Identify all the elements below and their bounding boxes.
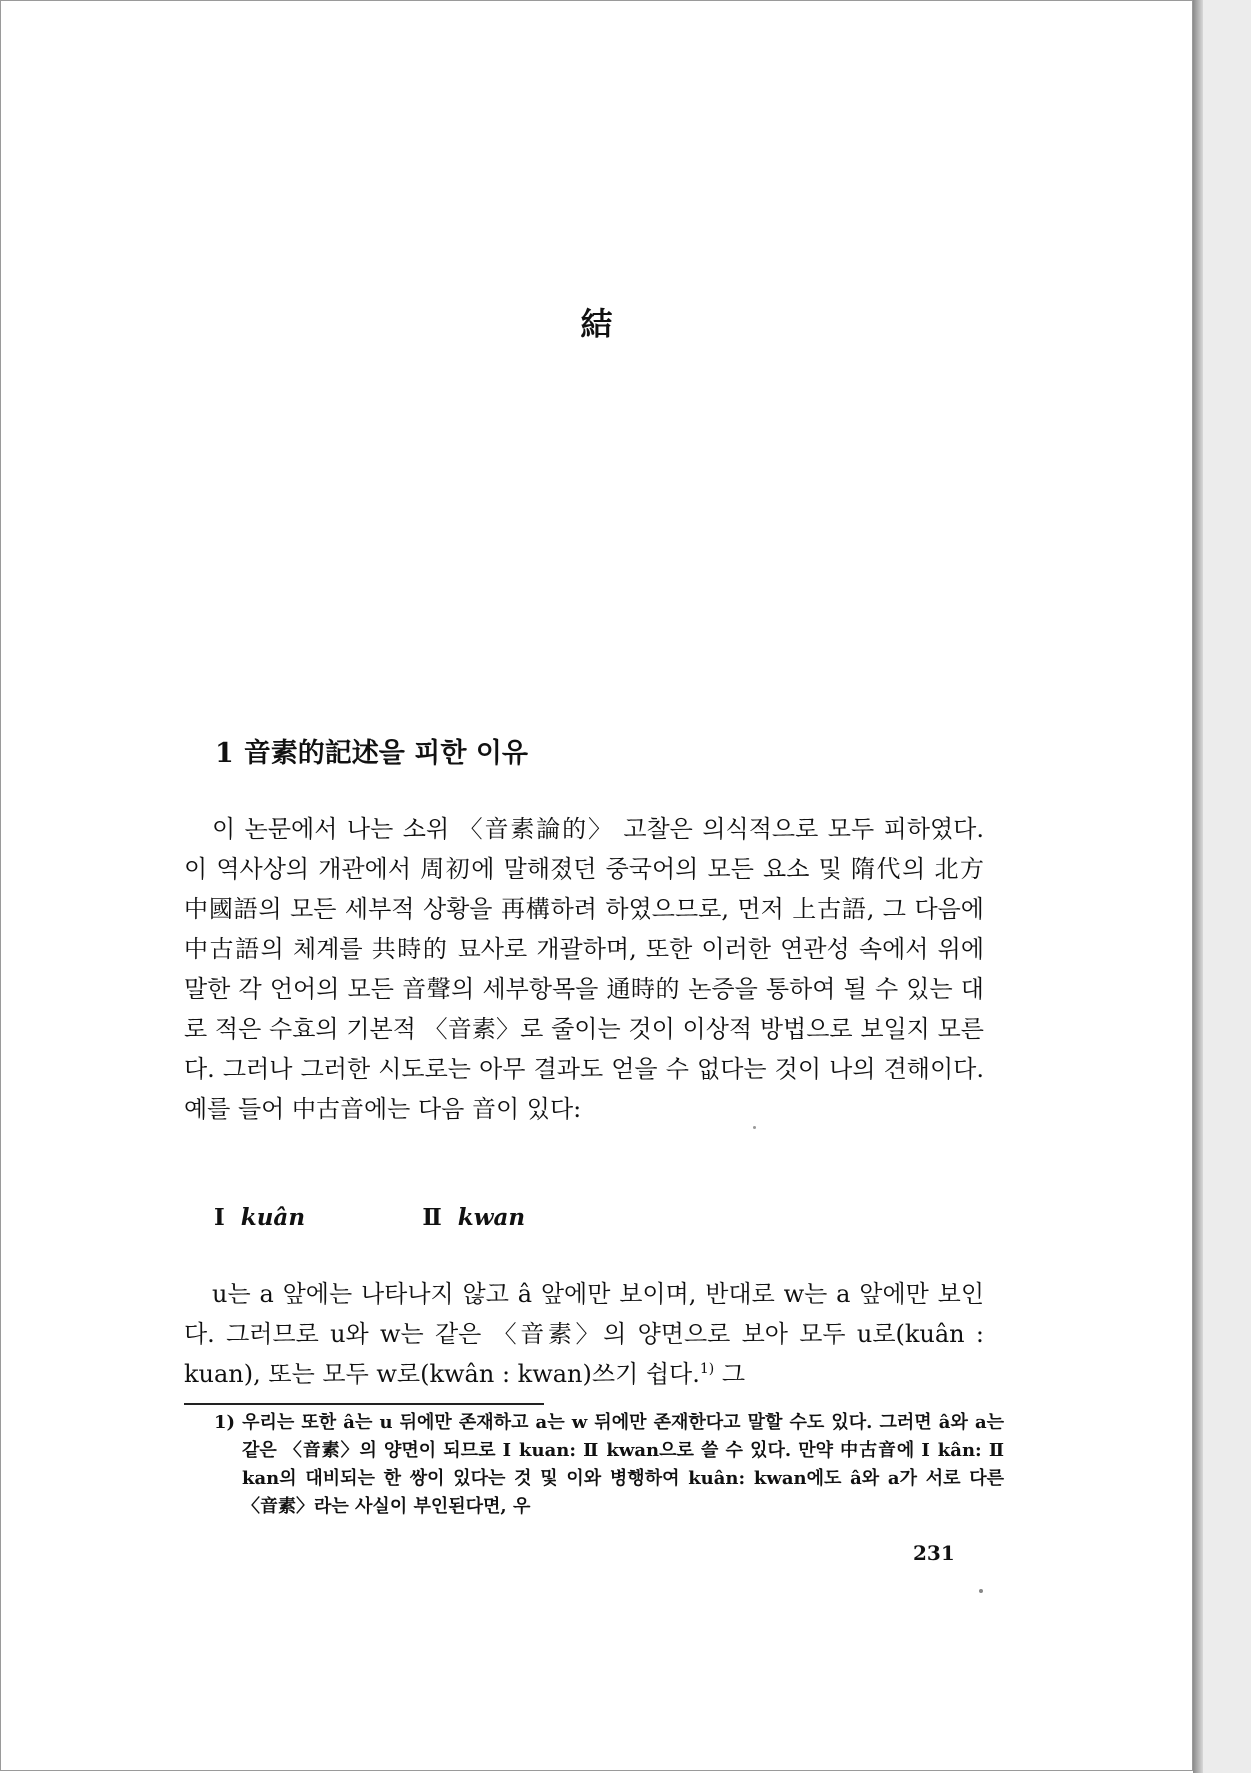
footnote-reference[interactable]: 1) [699,1361,715,1377]
section-heading [215,731,528,770]
example-form: kwan [457,1204,526,1231]
example-form: kuân [240,1204,306,1231]
footnote-1: 1) 우리는 또한 â는 u 뒤에만 존재하고 a는 w 뒤에만 존재한다고 말할 수도 있다. 그러면 â와 a는 같은 〈音素〉의 양면이 되므로 Ⅰ kuan: Ⅱ kwan으로 쓸 수 있다. 만약 中古音에 Ⅰ kân: Ⅱ kan의 대비되는 한 쌍이 있다는 것 및 이와 병행하여 kuân: kwan에도 â와 a가 서로 다른 〈音素〉라는 사실이 부인된다면, 우 [214,1412,1004,1517]
footnote-divider [184,1403,544,1405]
body-paragraph-1: 이 논문에서 나는 소위 〈音素論的〉 고찰은 의식적으로 모두 피하였다. 이 역사상의 개관에서 周初에 말해졌던 중국어의 모든 요소 및 隋代의 北方中國語의 모든 세부적 상황을 再構하려 하였으므로, 먼저 上古語, 그 다음에 中古語의 체계를 共時的 묘사로 개괄하며, 또한 이러한 연관성 속에서 위에 말한 각 언어의 모든 音聲의 세부항목을 通時的 논증을 통하여 될 수 있는 대로 적은 수효의 기본적 〈音素〉로 줄이는 것이 이상적 방법으로 보일지 모른다. 그러나 그러한 시도로는 아무 결과도 얻을 수 없다는 것이 나의 견해이다. 예를 들어 中古音에는 다음 音이 있다: [184,815,984,1123]
section-number: 1 [215,738,234,769]
body-paragraph-2-tail: 그 [714,1360,746,1388]
example-item-1 [214,1204,305,1231]
example-item-2 [422,1204,525,1231]
body-paragraph-2-text: u는 a 앞에는 나타나지 않고 â 앞에만 보이며, 반대로 w는 a 앞에만 보인다. 그러므로 u와 w는 같은 〈音素〉의 양면으로 보아 모두 u로(kuân : kuan), 또는 모두 w로(kwân : kwan)쓰기 쉽다. [184,1280,984,1388]
scan-speck [753,1126,756,1129]
page-number: 231 [913,1541,955,1565]
body-paragraph-2 [184,1274,984,1394]
section-heading-text: 音素的記述을 피한 이유 [243,738,529,769]
example-numeral: Ⅰ [214,1204,225,1231]
page-edge-shadow [1193,0,1203,1773]
chapter-title: 結 [580,305,615,343]
example-forms [214,1204,525,1231]
example-numeral: Ⅱ [422,1204,442,1231]
scan-speck [979,1589,983,1593]
viewer-background [1203,0,1251,1773]
